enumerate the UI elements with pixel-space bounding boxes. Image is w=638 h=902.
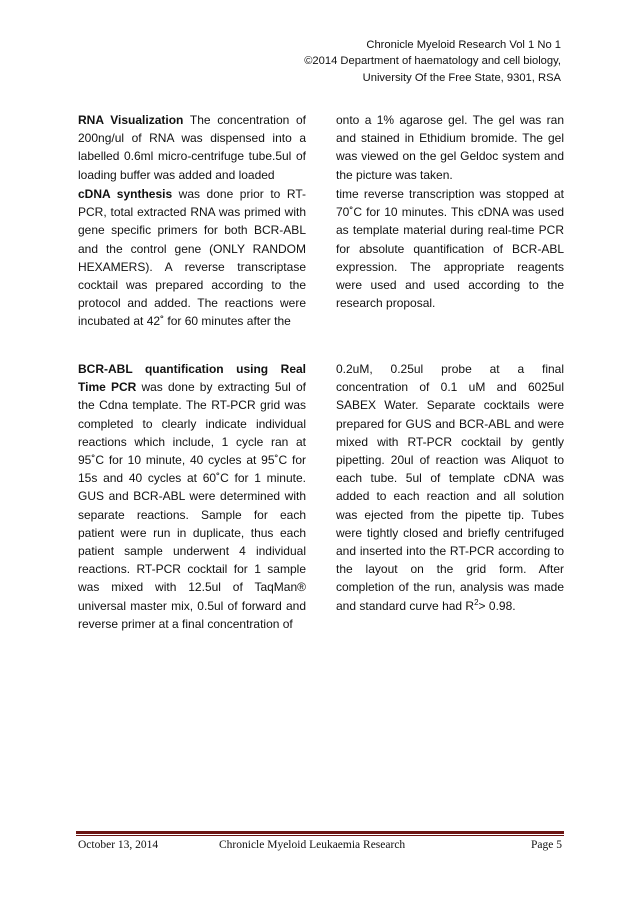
rna-right-text: onto a 1% agarose gel. The gel was ran and stained in Ethidium bromide. The gel was viewed on the gel Geldoc system and the picture was taken.: [336, 113, 564, 182]
footer-title: Chronicle Myeloid Leukaemia Research: [219, 839, 406, 851]
bcr-left-column: [78, 360, 306, 633]
cdna-right-text: time reverse transcription was stopped at 70˚C for 10 minutes. This cDNA was used as template material during real-time PCR for absolute quantification of BCR-ABL expression. The appropriate reagents were used and used according to the research proposal.: [336, 187, 564, 311]
rna-left-column: [78, 111, 306, 184]
bcr-right-tail: > 0.98.: [478, 598, 516, 613]
bcr-left-text: was done by extracting 5ul of the Cdna template. The RT-PCR grid was completed to clearly indicate individual reactions which include, 1 cycle ran at 95˚C for 10 minute, 40 cycles at 95˚C for 15s and 40 cycles at 60˚C for 1 minute. GUS and BCR-ABL were determined with separate reactions. Sample for each patient were run in duplicate, thus each patient sample underwent 4 individual reactions. RT-PCR cocktail for 1 sample was mixed with 12.5ul of TaqMan® universal master mix, 0.5ul of forward and reverse primer at a final concentration of: [78, 380, 306, 631]
bcr-right-text: 0.2uM, 0.25ul probe at a final concentration of 0.1 uM and 6025ul SABEX Water. Separate cocktails were prepared for GUS and BCR-ABL and were mixed with RT-PCR cocktail by gently pipetting. 20ul of reaction was Aliquot to each tube. 5ul of template cDNA was added to each reaction and all solution was ejected from the pipette tip. Tubes were tightly closed and briefly centrifuged and inserted into the RT-PCR according to the layout on the grid form. After completion of the run, analysis was made and standard curve had R: [336, 362, 564, 613]
bcr-right-column: [336, 360, 564, 615]
rna-right-column: [336, 111, 564, 184]
header-department: ©2014 Department of haematology and cell biology,: [304, 55, 561, 68]
footer-rule-thin: [76, 835, 564, 836]
cdna-left-text: was done prior to RT-PCR, total extracted RNA was primed with gene specific primers for both BCR-ABL and the control gene (ONLY RANDOM HEXAMERS). A reverse transcriptase cocktail was prepared according to the protocol and added. The reactions were incubated at 42˚ for 60 minutes after the: [78, 187, 307, 329]
cdna-right-column: [336, 185, 564, 312]
rna-heading: RNA Visualization: [78, 113, 184, 127]
bcr-heading: BCR-ABL quantification using Real Time PCR: [78, 362, 306, 395]
footer-date: October 13, 2014: [78, 839, 159, 851]
cdna-left-column: [78, 185, 306, 331]
footer-page-number: Page 5: [531, 839, 562, 851]
footer-rule: [76, 831, 564, 834]
cdna-heading: cDNA synthesis: [78, 187, 173, 201]
r-squared-superscript: 2: [474, 597, 479, 607]
header-journal: Chronicle Myeloid Research Vol 1 No 1: [366, 39, 561, 51]
running-header: [304, 37, 561, 86]
header-university: University Of the Free State, 9301, RSA: [362, 71, 561, 84]
page-footer: [78, 839, 562, 855]
rna-left-text: The concentration of 200ng/ul of RNA was dispensed into a labelled 0.6ml micro-centrifuge tube.5ul of loading buffer was added and loaded: [78, 113, 306, 182]
